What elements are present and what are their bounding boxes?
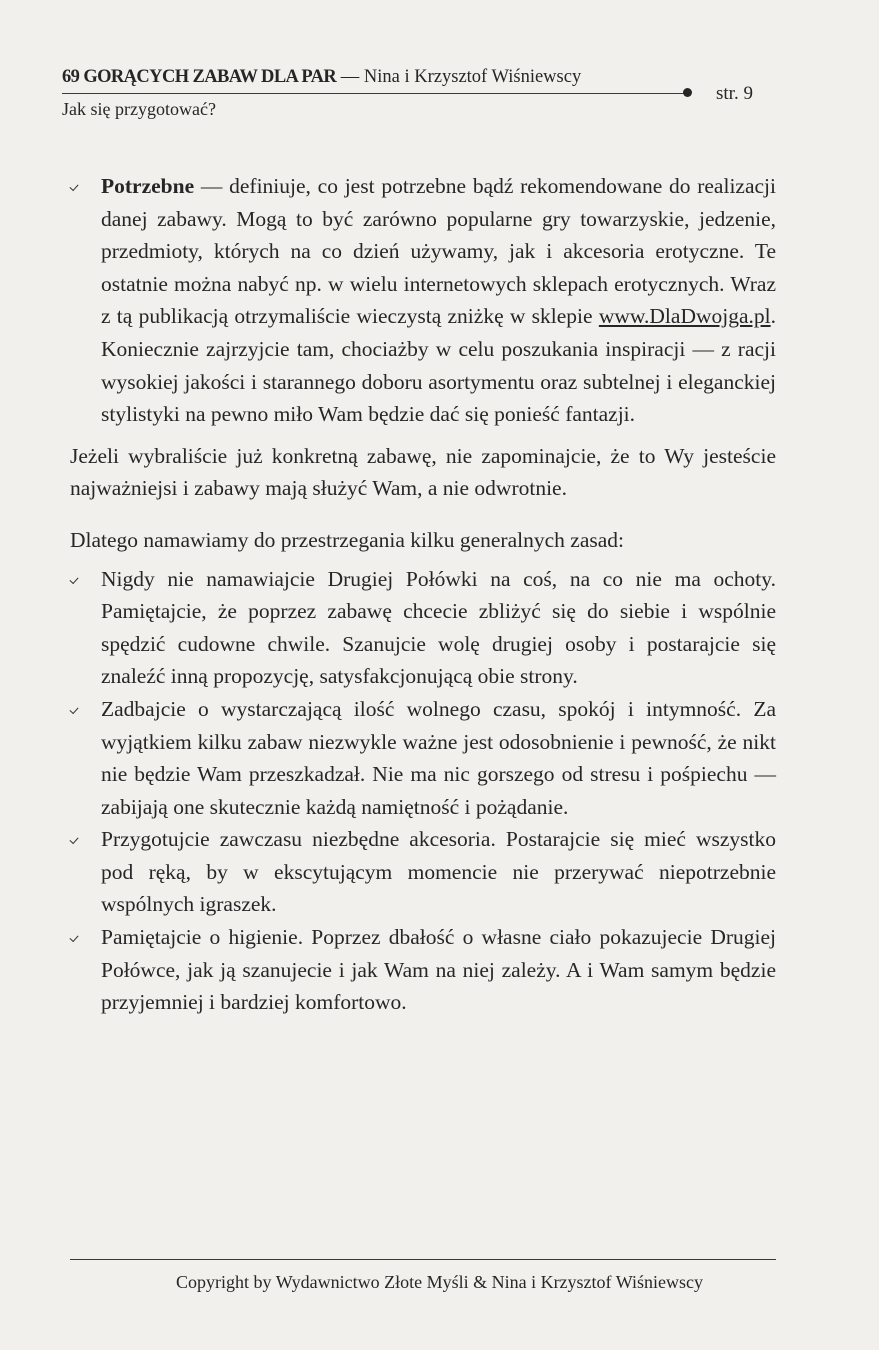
header-rule bbox=[62, 93, 686, 94]
list-item bbox=[70, 921, 776, 1019]
term-definition: — definiuje, co jest potrzebne bądź rekomendowane do realizacji danej zabawy. Mogą to być zarówno popularne gry towarzyskie, jedzenie, przedmioty, których na co dzień używamy, jak i akcesoria erotyczne. Te ostatnie można nabyć np. w wielu internetowych sklepach erotycznych. Wraz z tą publikacją otrzymaliście wieczystą zniżkę w sklepie bbox=[101, 174, 776, 329]
rule-text: Zadbajcie o wystarczającą ilość wolnego czasu, spokój i intymność. Za wyjątkiem kilku zabaw niezwykle ważne jest odosobnienie i pewność, że nikt nie będzie Wam przeszkadzał. Nie ma nic gorszego od stresu i pośpiechu — zabijają one skutecznie każdą namiętność i pożądanie. bbox=[101, 696, 776, 819]
page-number: str. 9 bbox=[716, 83, 753, 104]
running-header bbox=[62, 66, 581, 88]
rule-text: Pamiętajcie o higienie. Poprzez dbałość o własne ciało pokazujecie Drugiej Połówce, jak ją szanujecie i jak Wam na niej zależy. A i Wam samym będzie przyjemniej i bardziej komfortowo. bbox=[101, 925, 776, 1015]
book-title: 69 GORĄCYCH ZABAW DLA PAR bbox=[62, 67, 337, 87]
chapter-subtitle: Jak się przygotować? bbox=[62, 99, 216, 119]
list-item bbox=[70, 563, 776, 693]
checkmark-icon bbox=[69, 705, 78, 714]
shop-link[interactable]: www.DlaDwojga.pl bbox=[598, 304, 771, 329]
checkmark-icon bbox=[69, 933, 78, 942]
bullet-dot-icon bbox=[683, 88, 692, 97]
rule-text: Nigdy nie namawiajcie Drugiej Połówki na coś, na co nie ma ochoty. Pamiętajcie, że poprzez zabawę chcecie zbliżyć się do siebie i wspólnie spędzić cudowne chwile. Szanujcie wolę drugiej osoby i postarajcie się znaleźć inną propozycję, satysfakcjonującą obie strony. bbox=[101, 566, 776, 689]
rule-text: Przygotujcie zawczasu niezbędne akcesoria. Postarajcie się mieć wszystko pod ręką, by w ekscytującym momencie nie przerywać niepotrzebnie wspólnych igraszek. bbox=[101, 827, 776, 917]
paragraph: Dlatego namawiamy do przestrzegania kilku generalnych zasad: bbox=[70, 527, 624, 552]
footer-rule bbox=[70, 1259, 776, 1260]
list-item bbox=[70, 693, 776, 823]
page-body bbox=[70, 170, 776, 1019]
copyright-footer: Copyright by Wydawnictwo Złote Myśli & Nina i Krzysztof Wiśniewscy bbox=[176, 1272, 703, 1292]
checkmark-icon bbox=[69, 835, 78, 844]
checkmark-icon bbox=[69, 182, 78, 191]
item-text bbox=[101, 170, 776, 431]
rules-list bbox=[70, 563, 776, 1019]
book-author: — Nina i Krzysztof Wiśniewscy bbox=[340, 67, 582, 87]
term-label: Potrzebne bbox=[101, 174, 195, 198]
paragraph: Jeżeli wybraliście już konkretną zabawę, nie zapominajcie, że to Wy jesteście najważniejsi i zabawy mają służyć Wam, a nie odwrotnie. bbox=[70, 443, 776, 501]
checkmark-icon bbox=[69, 574, 78, 583]
list-item-potrzebne bbox=[70, 170, 776, 431]
list-item bbox=[70, 823, 776, 921]
term-definition-end: . Koniecznie zajrzyjcie tam, chociażby w celu poszukania inspiracji — z racji wysokiej jakości i starannego doboru asortymentu oraz subtelnej i eleganckiej stylistyki na pewno miło Wam będzie dać się ponieść fantazji. bbox=[101, 304, 776, 427]
